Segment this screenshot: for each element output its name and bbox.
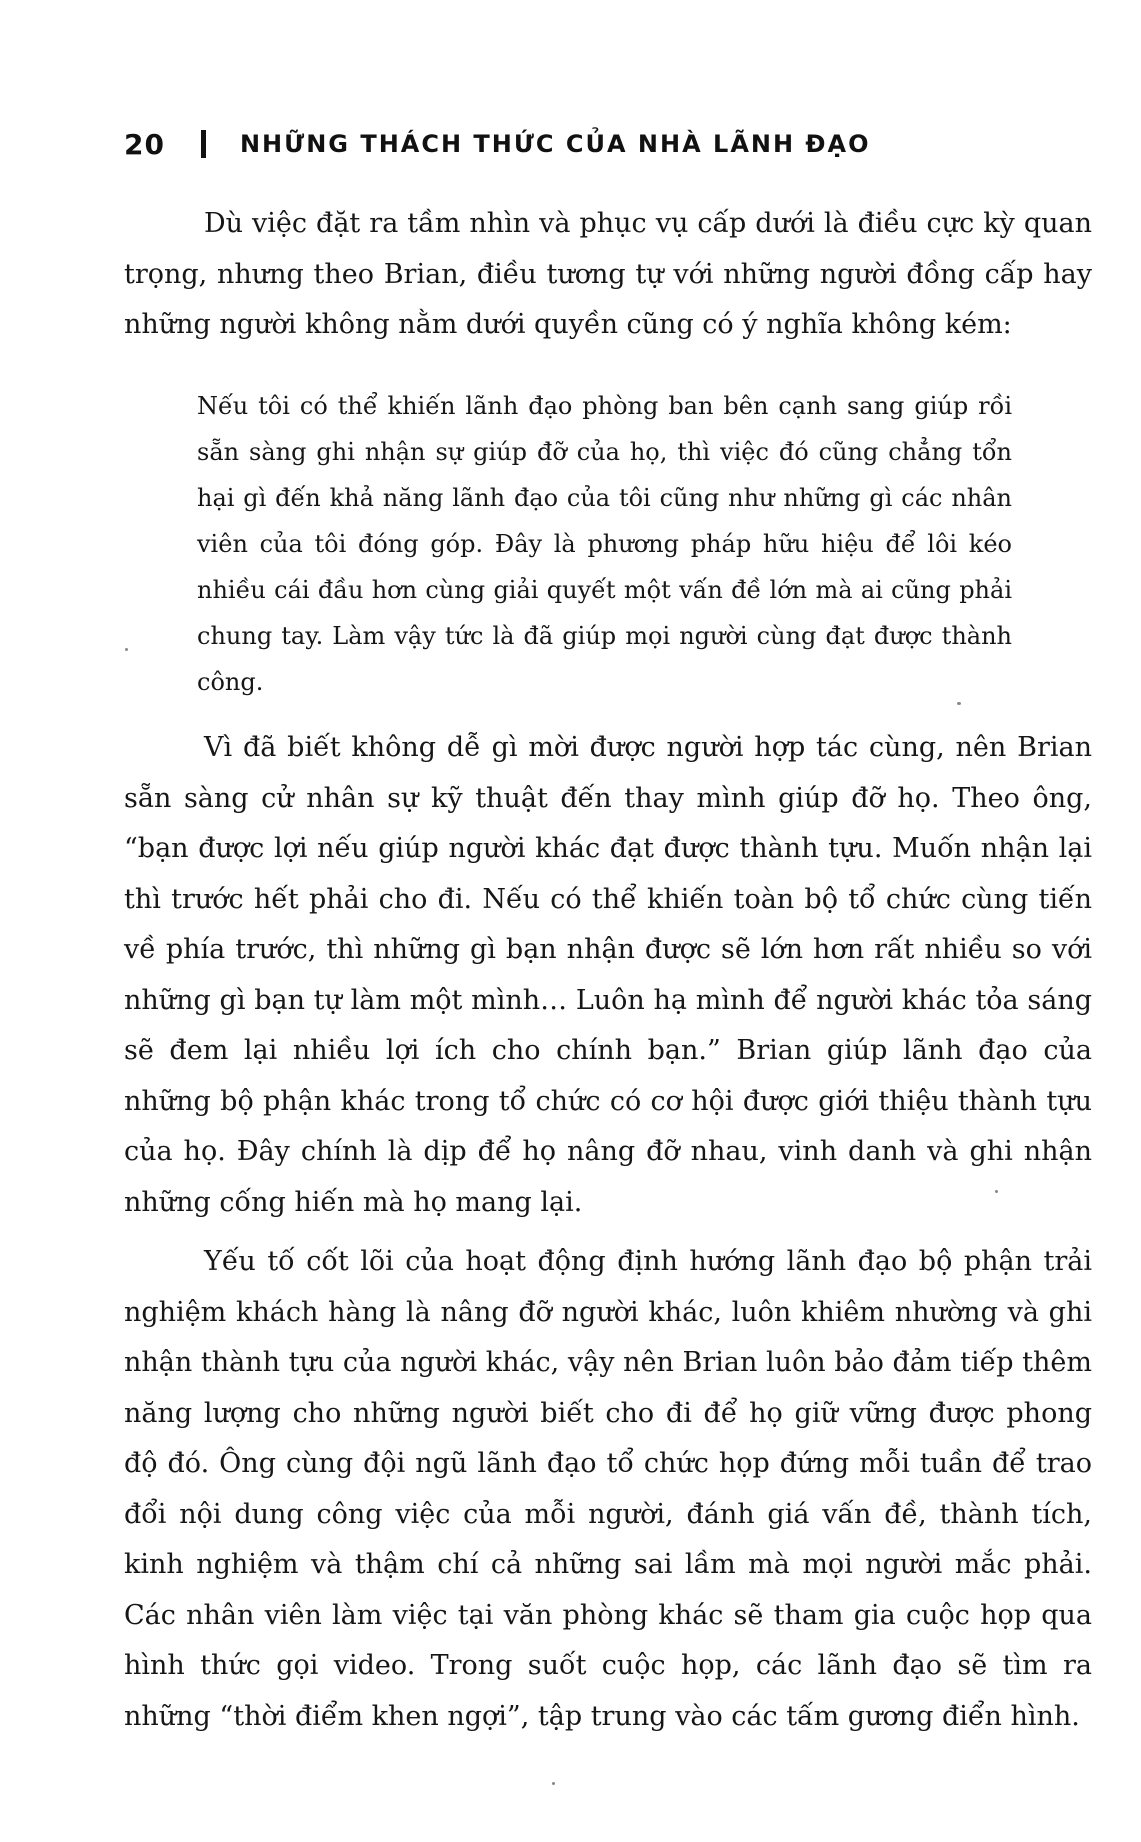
scan-speck [957,702,961,705]
scan-speck [552,1782,555,1785]
page-header [124,124,871,164]
scan-speck [125,648,128,651]
page-number: 20 [124,127,165,161]
body-paragraph-2: Vì đã biết không dễ gì mời được người hợp tác cùng, nên Brian sẵn sàng cử nhân sự kỹ thuật đến thay mình giúp đỡ họ. Theo ông, “bạn được lợi nếu giúp người khác đạt được thành tựu. Muốn nhận lại thì trước hết phải cho đi. Nếu có thể khiến toàn bộ tổ chức cùng tiến về phía trước, thì những gì bạn nhận được sẽ lớn hơn rất nhiều so với những gì bạn tự làm một mình… Luôn hạ mình để người khác tỏa sáng sẽ đem lại nhiều lợi ích cho chính bạn.” Brian giúp lãnh đạo của những bộ phận khác trong tổ chức có cơ hội được giới thiệu thành tựu của họ. Đây chính là dịp để họ nâng đỡ nhau, vinh danh và ghi nhận những cống hiến mà họ mang lại. [124,732,1092,1218]
header-divider [201,130,206,158]
scan-speck [995,1190,998,1193]
body-paragraph-1: Dù việc đặt ra tầm nhìn và phục vụ cấp dưới là điều cực kỳ quan trọng, nhưng theo Brian, điều tương tự với những người đồng cấp hay những người không nằm dưới quyền cũng có ý nghĩa không kém: [124,208,1092,340]
chapter-title: NHỮNG THÁCH THỨC CỦA NHÀ LÃNH ĐẠO [239,130,871,158]
body-paragraph-3: Yếu tố cốt lõi của hoạt động định hướng lãnh đạo bộ phận trải nghiệm khách hàng là nâng đỡ người khác, luôn khiêm nhường và ghi nhận thành tựu của người khác, vậy nên Brian luôn bảo đảm tiếp thêm năng lượng cho những người biết cho đi để họ giữ vững được phong độ đó. Ông cùng đội ngũ lãnh đạo tổ chức họp đứng mỗi tuần để trao đổi nội dung công việc của mỗi người, đánh giá vấn đề, thành tích, kinh nghiệm và thậm chí cả những sai lầm mà mọi người mắc phải. Các nhân viên làm việc tại văn phòng khác sẽ tham gia cuộc họp qua hình thức gọi video. Trong suốt cuộc họp, các lãnh đạo sẽ tìm ra những “thời điểm khen ngợi”, tập trung vào các tấm gương điển hình. [124,1246,1092,1732]
block-quote: Nếu tôi có thể khiến lãnh đạo phòng ban bên cạnh sang giúp rồi sẵn sàng ghi nhận sự giúp đỡ của họ, thì việc đó cũng chẳng tổn hại gì đến khả năng lãnh đạo của tôi cũng như những gì các nhân viên của tôi đóng góp. Đây là phương pháp hữu hiệu để lôi kéo nhiều cái đầu hơn cùng giải quyết một vấn đề lớn mà ai cũng phải chung tay. Làm vậy tức là đã giúp mọi người cùng đạt được thành công. [197,392,1012,696]
